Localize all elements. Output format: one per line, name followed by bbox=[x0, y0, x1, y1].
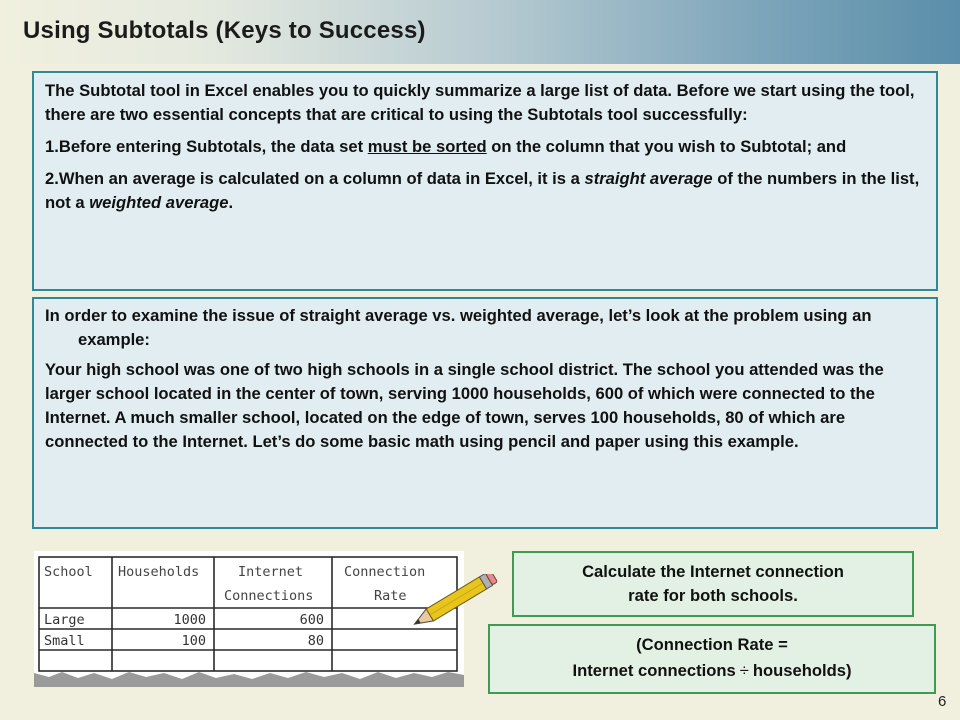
item1-text-end: on the column that you wish to Subtotal; and bbox=[486, 137, 847, 156]
row1-connections: 600 bbox=[299, 612, 324, 628]
example-intro: In order to examine the issue of straight average vs. weighted average, let’s look at the problem using an example: bbox=[45, 306, 872, 349]
row2-school: Small bbox=[44, 633, 85, 649]
row1-households: 1000 bbox=[173, 612, 206, 628]
example-paragraph: Your high school was one of two high schools in a single school district. The school you attended was the larger school located in the center of town, serving 1000 households, 600 of which were connected to the Internet. A much smaller school, located on the edge of town, serves 100 households, 80 of which are connected to the Internet. Let’s do some basic math using pencil and paper using this example. bbox=[45, 360, 884, 451]
header-households: Households bbox=[118, 564, 200, 580]
key-concepts-box bbox=[32, 71, 938, 291]
header-connections: Connections bbox=[224, 588, 314, 604]
item2-straight-average: straight average bbox=[584, 169, 713, 188]
formula-denominator: households) bbox=[752, 661, 852, 680]
page-number: 6 bbox=[938, 693, 947, 710]
example-box bbox=[32, 297, 938, 529]
divide-icon: ÷ bbox=[739, 661, 749, 680]
item2-weighted-average: weighted average bbox=[89, 193, 229, 212]
slide-title: Using Subtotals (Keys to Success) bbox=[23, 17, 426, 44]
formula-line-2 bbox=[490, 658, 934, 684]
calculate-callout bbox=[512, 551, 914, 617]
header-school: School bbox=[44, 564, 93, 580]
header-connection: Connection bbox=[344, 564, 426, 580]
pencil-icon bbox=[404, 574, 502, 628]
row1-school: Large bbox=[44, 612, 85, 628]
formula-numerator: Internet connections bbox=[572, 661, 736, 680]
concept-item-1 bbox=[45, 135, 926, 159]
row2-households: 100 bbox=[181, 633, 206, 649]
header-internet: Internet bbox=[238, 564, 304, 580]
item2-period: . bbox=[228, 193, 234, 212]
header-rate: Rate bbox=[374, 588, 407, 604]
formula-callout bbox=[488, 624, 936, 694]
item1-text: 1.Before entering Subtotals, the data set bbox=[45, 137, 368, 156]
handwritten-table bbox=[34, 551, 464, 687]
item2-text: 2.When an average is calculated on a column of data in Excel, it is a bbox=[45, 169, 585, 188]
calculate-line-1: Calculate the Internet connection bbox=[582, 562, 844, 581]
row2-connections: 80 bbox=[307, 633, 324, 649]
item1-underlined: must be sorted bbox=[367, 137, 487, 156]
item2-text-middle: of the numbers in the list, not a bbox=[45, 169, 920, 212]
concept-item-2 bbox=[45, 167, 926, 215]
intro-paragraph: The Subtotal tool in Excel enables you to quickly summarize a large list of data. Before we start using the tool, there are two essential concepts that are critical to using the Subtotals tool successfully: bbox=[45, 81, 915, 124]
calculate-line-2: rate for both schools. bbox=[628, 586, 798, 605]
paper-torn-edge bbox=[34, 672, 464, 687]
formula-line-1: (Connection Rate = bbox=[636, 635, 788, 654]
